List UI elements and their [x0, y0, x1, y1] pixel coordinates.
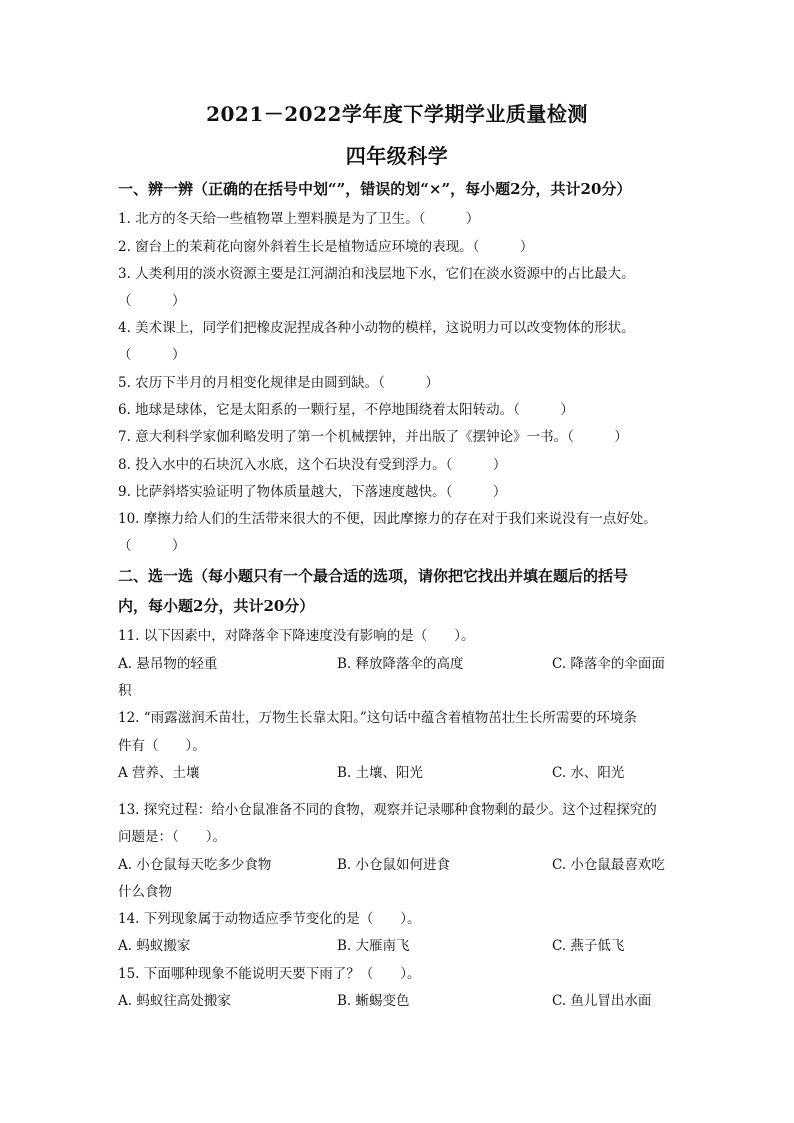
question-12-cont: 件有（ ）。 — [118, 738, 206, 754]
question-11: 11. 以下因素中，对降落伞下降速度没有影响的是（ ）。 — [118, 628, 475, 644]
question-13-cont: 问题是：（ ）。 — [118, 829, 226, 845]
question-12-option-b: B. 土壤、阳光 — [337, 765, 424, 781]
page-title: 2021－2022学年度下学期学业质量检测 — [206, 102, 588, 126]
question-15-option-a: A. 蚂蚁往高处搬家 — [118, 993, 231, 1009]
question-10-bracket: （ ） — [118, 538, 186, 554]
question-8: 8. 投入水中的石块沉入水底，这个石块没有受到浮力。（ ） — [118, 457, 507, 473]
question-12-option-c: C. 水、阳光 — [552, 765, 625, 781]
page-subtitle: 四年级科学 — [345, 144, 449, 168]
question-14: 14. 下列现象属于动物适应季节变化的是（ ）。 — [118, 911, 421, 927]
question-6: 6. 地球是球体，它是太阳系的一颗行星，不停地围绕着太阳转动。（ ） — [118, 402, 574, 418]
question-12-option-a: A 营养、土壤 — [118, 765, 200, 781]
question-13-option-a: A. 小仓鼠每天吃多少食物 — [118, 857, 272, 873]
question-15-option-b: B. 蜥蜴变色 — [337, 993, 410, 1009]
section-2-heading: 二、选一选（每小题只有一个最合适的选项，请你把它找出并填在题后的括号 — [118, 567, 629, 585]
question-14-option-a: A. 蚂蚁搬家 — [118, 938, 191, 954]
question-13: 13. 探究过程：给小仓鼠准备不同的食物，观察并记录哪种食物剩的最少。这个过程探究的 — [118, 802, 657, 818]
question-11-option-b: B. 释放降落伞的高度 — [337, 656, 464, 672]
question-4-bracket: （ ） — [118, 347, 186, 363]
section-1-heading: 一、辨一辨（正确的在括号中划“”，错误的划“×”，每小题2分，共计20分） — [118, 180, 632, 198]
question-9: 9. 比萨斜塔实验证明了物体质量越大，下落速度越快。（ ） — [118, 484, 507, 500]
section-2-heading-cont: 内，每小题2分，共计20分） — [118, 597, 315, 615]
question-14-option-c: C. 燕子低飞 — [552, 938, 625, 954]
question-11-option-c: C. 降落伞的伞面面 — [552, 656, 665, 672]
question-7: 7. 意大利科学家伽利略发明了第一个机械摆钟，并出版了《摆钟论》一书。（ ） — [118, 429, 628, 445]
question-15-option-c: C. 鱼儿冒出水面 — [552, 993, 652, 1009]
question-11-option-a: A. 悬吊物的轻重 — [118, 656, 218, 672]
question-13-option-b: B. 小仓鼠如何进食 — [337, 857, 451, 873]
question-4: 4. 美术课上，同学们把橡皮泥捏成各种小动物的模样，这说明力可以改变物体的形状。 — [118, 320, 635, 336]
question-5: 5. 农历下半月的月相变化规律是由圆到缺。（ ） — [118, 375, 439, 391]
question-14-option-b: B. 大雁南飞 — [337, 938, 410, 954]
question-15: 15. 下面哪种现象不能说明天要下雨了？（ ）。 — [118, 966, 421, 982]
question-12: 12. “雨露滋润禾苗壮，万物生长靠太阳。”这句话中蕴含着植物茁壮生长所需要的环境条 — [118, 710, 637, 726]
question-3-bracket: （ ） — [118, 293, 186, 309]
question-13-option-c: C. 小仓鼠最喜欢吃 — [552, 857, 665, 873]
question-10: 10. 摩擦力给人们的生活带来很大的不便，因此摩擦力的存在对于我们来说没有一点好处。 — [118, 511, 657, 527]
question-2: 2. 窗台上的茉莉花向窗外斜着生长是植物适应环境的表现。（ ） — [118, 239, 534, 255]
question-3: 3. 人类利用的淡水资源主要是江河湖泊和浅层地下水，它们在淡水资源中的占比最大。 — [118, 266, 635, 282]
question-1: 1. 北方的冬天给一些植物罩上塑料膜是为了卫生。（ ） — [118, 211, 480, 227]
question-13-option-c-cont: 什么食物 — [118, 884, 172, 900]
question-11-option-c-cont: 积 — [118, 683, 132, 699]
